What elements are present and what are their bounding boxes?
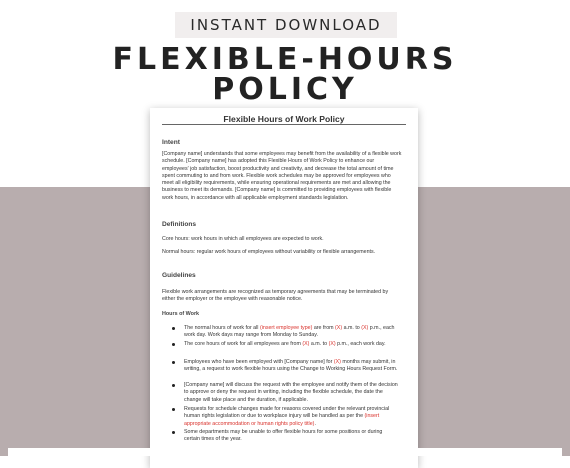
- intent-paragraph: [Company name] understands that some employees may benefit from the availability of a flexible work schedule. [Company name] has adopted this Flexible Hours of Work Policy to enhance our employees' job satisfaction, boost productivity and creativity, and decrease the total amount of time spent commuting to and from work. Flexible work schedules may be approved for employees who meet all eligibility requirements, while ensuring operational requirements are met and allowing the business to meet its demands. [Company name] is committed to providing employees with flexible work hours, in accordance with all applicable employment standards legislation.: [162, 151, 402, 201]
- guidelines-paragraph: Flexible work arrangements are recognized as temporary agreements that may be terminated by either the employer or the employee with reasonable notice.: [162, 289, 389, 303]
- document-title: Flexible Hours of Work Policy: [162, 116, 406, 125]
- list-item-text: The normal hours of work for all (insert employee type) are from (X) a.m. to (X) p.m., each work day. Work days may range from Monday to Sunday.: [184, 325, 395, 339]
- bullet-dot: [172, 361, 175, 364]
- document-preview: [150, 108, 418, 468]
- intent-heading: Intent: [162, 139, 180, 146]
- bottom-strip: [8, 448, 562, 456]
- list-item-text: Requests for schedule changes made for reasons covered under the relevant provincial human rights legislation or due to workplace injury will be handled as per the (insert appropriate accommodation or human rights policy title).: [184, 406, 390, 427]
- bullet-dot: [172, 408, 175, 411]
- list-item-text: Employees who have been employed with [Company name] for (X) months may submit, in writing, a request to work flexible hours using the Change to Working Hours Request Form.: [184, 359, 398, 373]
- headline-line-2: POLICY: [212, 72, 358, 107]
- bullet-dot: [172, 327, 175, 330]
- list-item-text: [Company name] will discuss the request with the employee and notify them of the decision to approve or deny the request in writing, including the flexible schedule, the date the change will take place and the duration, if applicable.: [184, 382, 398, 403]
- bullet-dot: [172, 343, 175, 346]
- bullet-dot: [172, 431, 175, 434]
- instant-download-badge: INSTANT DOWNLOAD: [175, 12, 397, 38]
- definition-normal-hours: Normal hours: regular work hours of employees without variability or flexible arrangements.: [162, 249, 376, 255]
- guidelines-heading: Guidelines: [162, 272, 196, 279]
- headline-line-1: FLEXIBLE-HOURS: [112, 42, 458, 77]
- bullet-dot: [172, 384, 175, 387]
- hours-of-work-heading: Hours of Work: [162, 311, 200, 317]
- list-item-text: Some departments may be unable to offer flexible hours for some positions or during certain times of the year.: [184, 429, 383, 443]
- definition-core-hours: Core hours: work hours in which all employees are expected to work.: [162, 236, 324, 242]
- list-item-text: The core hours of work for all employees are from (X) a.m. to (X) p.m., each work day.: [184, 341, 386, 347]
- definitions-heading: Definitions: [162, 221, 197, 228]
